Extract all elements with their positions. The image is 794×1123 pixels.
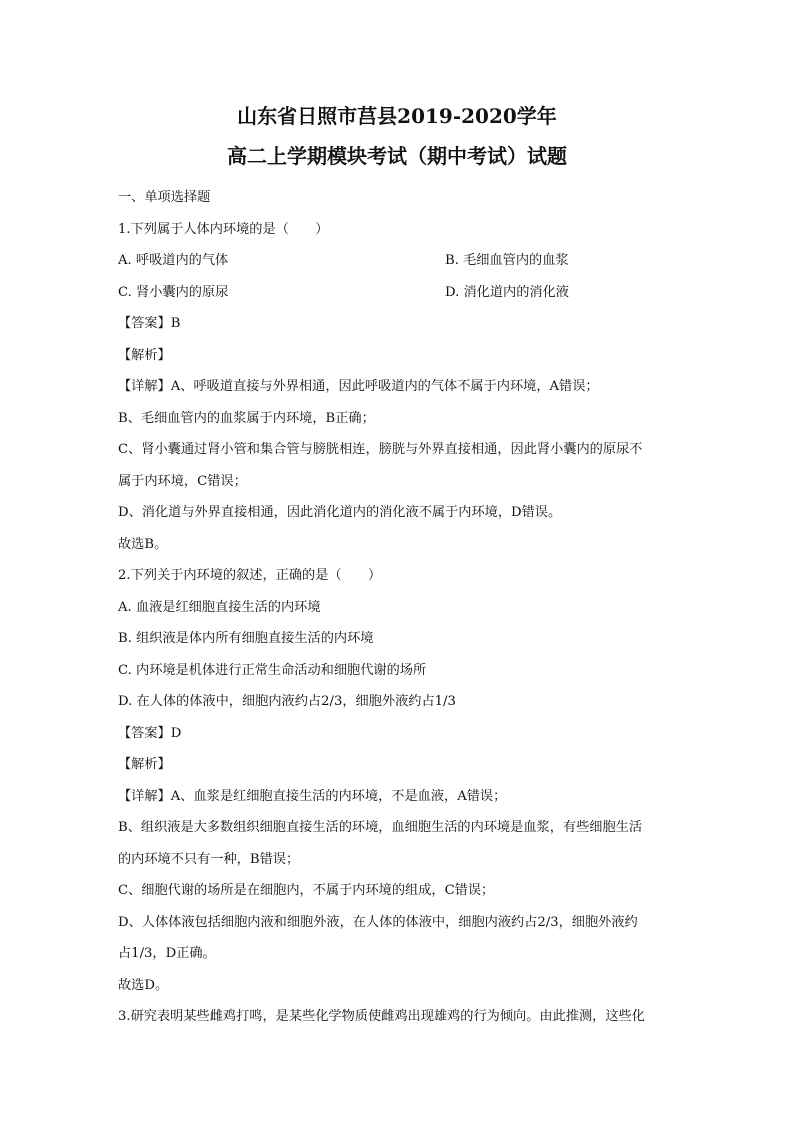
question-1-detail-3b: 属于内环境，C错误； (118, 473, 247, 489)
question-1-detail-1: 【详解】A、呼吸道直接与外界相通，因此呼吸道内的气体不属于内环境，A错误； (118, 379, 599, 394)
question-1-options-row-1 (118, 245, 676, 277)
question-2-detail-1: 【详解】A、血浆是红细胞直接生活的内环境，不是血液，A错误； (118, 788, 507, 804)
question-1 (118, 214, 676, 561)
question-1-conclusion: 故选B。 (118, 536, 168, 552)
question-1-detail-3a: C、肾小囊通过肾小管和集合管与膀胱相连，膀胱与外界直接相通，因此肾小囊内的原尿不 (118, 442, 643, 457)
question-2-detail-4b: 占1/3，D正确。 (118, 946, 216, 961)
question-2-detail-2a: B、组织液是大多数组织细胞直接生活的环境，血细胞生活的内环境是血浆，有些细胞生活 (118, 820, 642, 835)
question-2-option-b: B. 组织液是体内所有细胞直接生活的内环境 (118, 631, 374, 646)
question-2-conclusion: 故选D。 (118, 977, 169, 993)
question-1-detail-4: D、消化道与外界直接相通，因此消化道内的消化液不属于内环境，D错误。 (118, 505, 562, 520)
question-1-option-a: A. 呼吸道内的气体 (118, 253, 229, 268)
question-1-options-row-2 (118, 277, 676, 309)
question-3-stem: 3.研究表明某些雌鸡打鸣，是某些化学物质使雌鸡出现雄鸡的行为倾向。由此推测，这些化 (118, 1009, 645, 1024)
question-2-answer: 【答案】D (118, 725, 182, 741)
question-1-stem: 1.下列属于人体内环境的是（ ） (118, 221, 329, 237)
question-2-detail-3: C、细胞代谢的场所是在细胞内，不属于内环境的组成，C错误； (118, 883, 495, 898)
question-1-option-c: C. 肾小囊内的原尿 (118, 284, 229, 300)
question-2-option-a: A. 血液是红细胞直接生活的内环境 (118, 599, 321, 615)
question-2-option-d: D. 在人体的体液中，细胞内液约占2/3，细胞外液约占1/3 (118, 694, 456, 709)
question-2-analysis-label: 【解析】 (118, 757, 171, 772)
question-1-detail-2: B、毛细血管内的血浆属于内环境，B正确； (118, 410, 375, 426)
question-2-stem: 2.下列关于内环境的叙述，正确的是（ ） (118, 568, 382, 583)
question-3 (118, 1001, 676, 1033)
question-1-option-d: D. 消化道内的消化液 (445, 284, 569, 300)
question-1-analysis-label: 【解析】 (118, 347, 171, 363)
document-title-line-1: 山东省日照市莒县2019-2020学年 (237, 104, 557, 128)
document-header (118, 98, 676, 174)
question-2 (118, 560, 676, 1001)
question-2-detail-4a: D、人体体液包括细胞内液和细胞外液，在人体的体液中，细胞内液约占2/3，细胞外液约 (118, 914, 638, 930)
question-1-option-b: B. 毛细血管内的血浆 (445, 253, 569, 268)
question-2-option-c: C. 内环境是机体进行正常生命活动和细胞代谢的场所 (118, 662, 427, 678)
question-1-answer: 【答案】B (118, 316, 181, 331)
question-2-detail-2b: 的内环境不只有一种，B错误； (118, 851, 300, 867)
document-title-line-2: 高二上学期模块考试（期中考试）试题 (227, 144, 567, 168)
section-heading: 一、单项选择题 (118, 190, 211, 205)
